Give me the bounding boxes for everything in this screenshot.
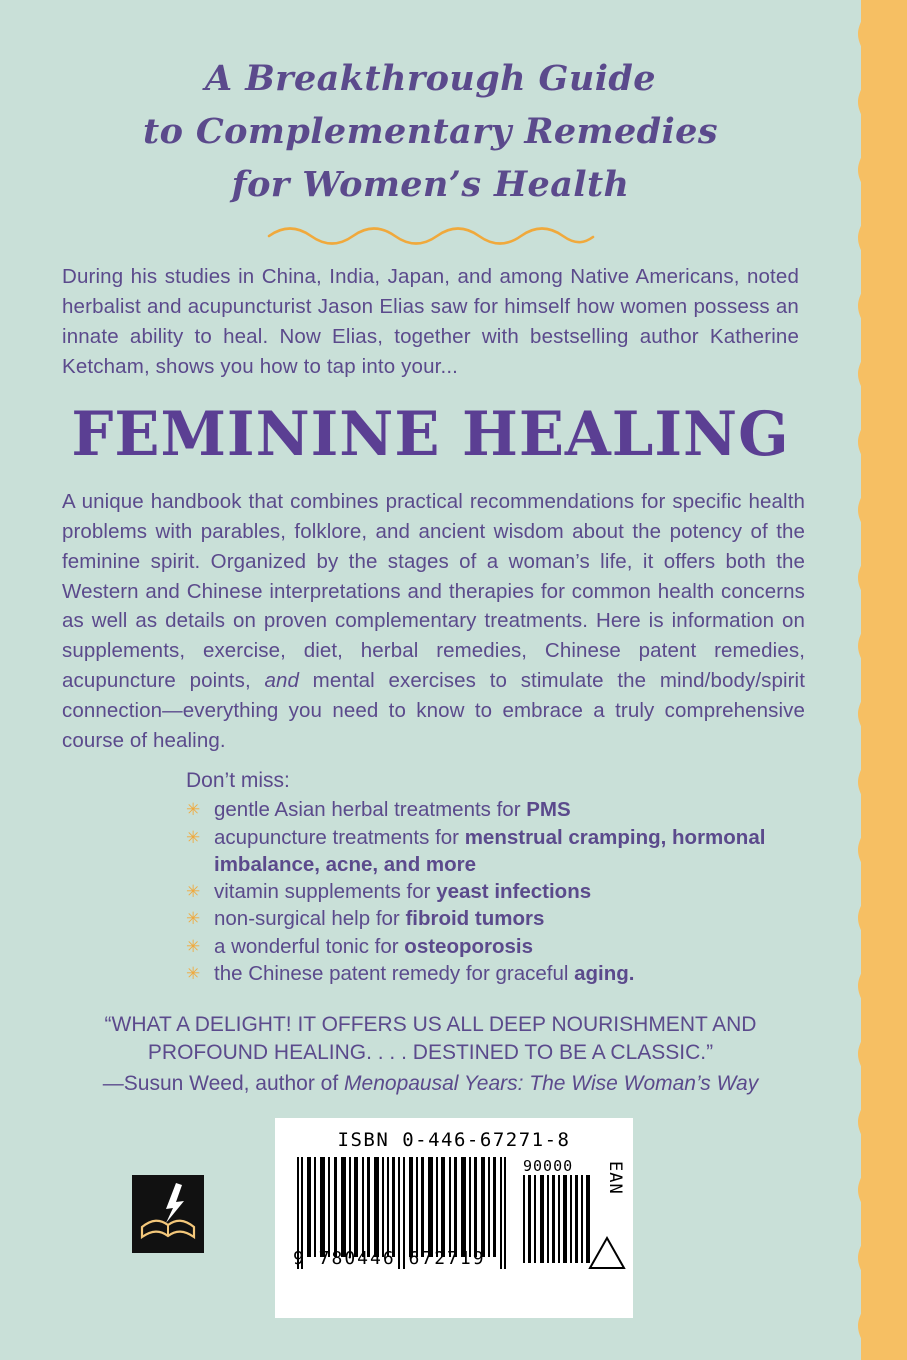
list-item — [186, 824, 861, 879]
list-item-text: acupuncture treatments for — [214, 825, 465, 849]
headline — [0, 0, 861, 212]
list-item-text: non-surgical help for — [214, 907, 406, 931]
description-paragraph — [62, 487, 805, 755]
list-item-bold: menstrual cramping, hormonal imbalance, acne, and more — [214, 825, 766, 876]
list-item-bold: aging. — [574, 961, 635, 985]
barcode-block — [275, 1118, 633, 1318]
list-item-text: vitamin supplements for — [214, 880, 437, 904]
squiggle-divider-icon — [266, 226, 596, 246]
bottom-row — [0, 1110, 861, 1360]
list-item-bold: yeast infections — [436, 880, 592, 904]
star-bullet-icon: ✳ — [186, 882, 201, 902]
star-bullet-icon: ✳ — [186, 800, 201, 820]
addon-barcode-icon — [523, 1175, 593, 1267]
star-bullet-icon: ✳ — [186, 963, 201, 983]
list-item — [186, 960, 861, 987]
ean-label: EAN — [605, 1161, 625, 1195]
blurb-line-1: “WHAT A DELIGHT! IT OFFERS US ALL DEEP NOURISHMENT AND — [104, 1013, 757, 1037]
barcode-digits: 9 780446 672719 — [293, 1248, 486, 1269]
blurb-attribution — [48, 1070, 813, 1098]
barcode-bars-area — [275, 1157, 633, 1277]
list-item-text: the Chinese patent remedy for graceful — [214, 961, 575, 985]
list-item-bold: PMS — [526, 798, 571, 822]
list-item-bold: osteoporosis — [404, 934, 534, 958]
supplement-number: 90000 — [523, 1157, 574, 1175]
list-item-bold: fibroid tumors — [405, 907, 545, 931]
ean-triangle-icon — [587, 1235, 627, 1271]
star-bullet-icon: ✳ — [186, 909, 201, 929]
star-bullet-icon: ✳ — [186, 827, 201, 847]
blurb-line-2: PROFOUND HEALING. . . . DESTINED TO BE A CLASSIC.” — [147, 1041, 714, 1065]
intro-paragraph: During his studies in China, India, Japan, and among Native Americans, noted herbalist and acupuncturist Jason Elias saw for himself how women possess an innate ability to heal. Now Elias, together with bestselling author Katherine Ketcham, shows you how to tap into your... — [62, 264, 799, 378]
description-part-2: mental exercises to stimulate the mind/body/spirit connection—everything you need to know to embrace a truly comprehensive course of healing. — [62, 668, 806, 752]
list-item-text: a wonderful tonic for — [214, 934, 405, 958]
book-title: FEMININE HEALING — [71, 399, 790, 471]
star-bullet-icon: ✳ — [186, 936, 201, 956]
dont-miss-heading: Don’t miss: — [186, 769, 290, 793]
review-blurb — [48, 1011, 813, 1098]
blurb-attribution-title: Menopausal Years: The Wise Woman’s Way — [344, 1071, 759, 1095]
blurb-attribution-name: —Susun Weed, author of — [102, 1071, 345, 1095]
list-item-text: gentle Asian herbal treatments for — [214, 798, 527, 822]
list-item — [186, 796, 861, 823]
headline-line-2: to Complementary Remedies — [143, 111, 718, 153]
dont-miss-section — [186, 769, 861, 987]
dont-miss-list — [186, 796, 861, 987]
list-item — [186, 933, 861, 960]
description-part-1: A unique handbook that combines practical recommendations for specific health problems with parables, folklore, and ancient wisdom about the potency of the feminine spirit. Organized by the stages of a woman’s life, it offers both the Western and Chinese interpretations and therapies for common health concerns as well as details on proven complementary treatments. Here is information on supplements, exercise, diet, herbal remedies, Chinese patent remedies, acupuncture points, — [62, 490, 805, 692]
headline-line-3: for Women’s Health — [231, 164, 630, 206]
list-item — [186, 878, 861, 905]
headline-line-1: A Breakthrough Guide — [205, 58, 656, 99]
open-book-icon — [132, 1175, 204, 1253]
list-item — [186, 905, 861, 932]
isbn-text: ISBN 0-446-67271-8 — [337, 1129, 571, 1151]
description-emphasis: and — [264, 668, 299, 692]
publisher-logo — [132, 1175, 204, 1253]
